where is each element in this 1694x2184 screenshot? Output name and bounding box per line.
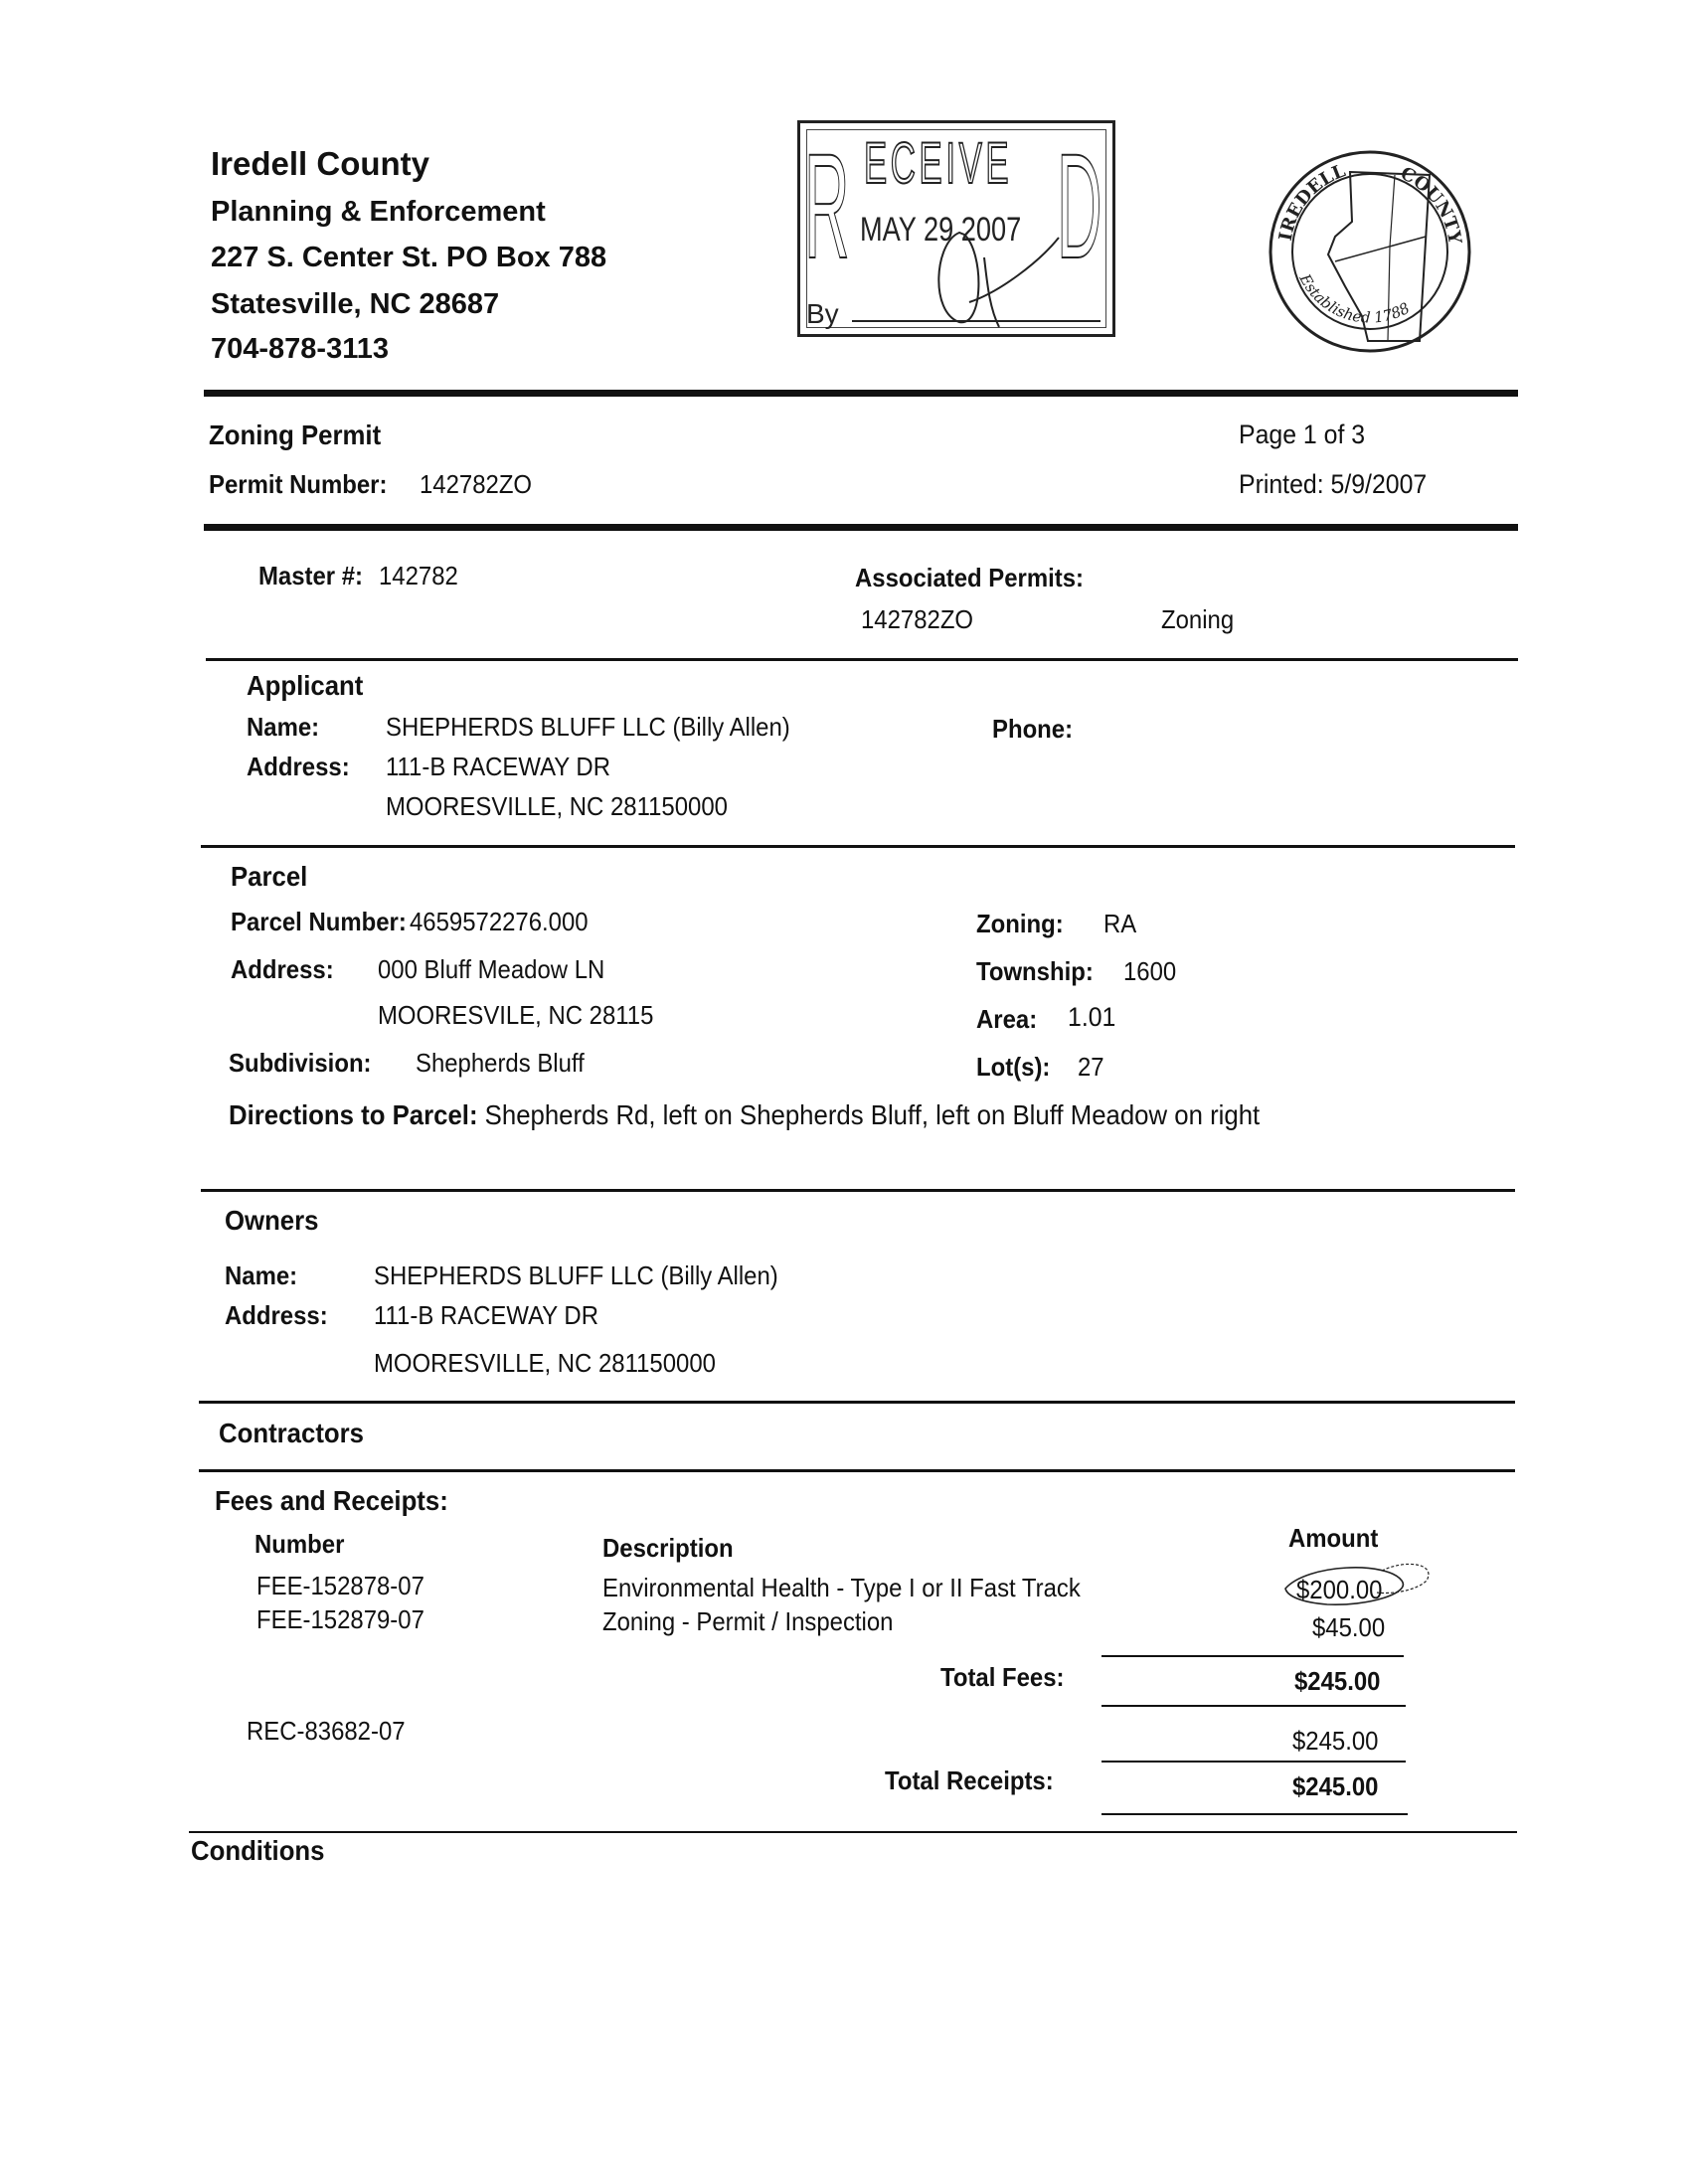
parcel-zoning-label: Zoning: [976,909,1064,938]
associated-permit-number[interactable]: 142782ZO [861,604,974,634]
associated-permits-label: Associated Permits: [855,563,1084,592]
permit-divider [204,524,1518,531]
stamp-by-label: By [806,298,839,329]
applicant-heading: Applicant [247,670,364,701]
county-name: Iredell County [211,145,430,182]
applicant-address-label: Address: [247,752,350,781]
parcel-township: 1600 [1123,956,1177,986]
parcel-directions-row [229,1099,1349,1131]
permit-title: Zoning Permit [209,420,382,450]
department-name: Planning & Enforcement [211,196,546,228]
seal-text-top: IREDELL [1274,160,1349,243]
owners-heading: Owners [225,1205,319,1236]
applicant-address-line1: 111-B RACEWAY DR [386,752,610,781]
received-stamp [797,120,1115,337]
owner-address-line2: MOORESVILLE, NC 281150000 [374,1348,716,1378]
parcel-number: 4659572276.000 [410,907,589,936]
owner-name-label: Name: [225,1260,298,1290]
applicant-phone-label: Phone: [992,714,1074,744]
header-divider [204,390,1518,397]
seal-text-bottom: Established 1788 [1295,270,1413,327]
fee-description: Zoning - Permit / Inspection [602,1606,894,1636]
total-receipts-top-rule [1101,1761,1406,1763]
master-divider [206,658,1518,661]
stamp-letter-right: D [1057,122,1102,289]
fees-col-number: Number [254,1529,345,1559]
contractors-divider [199,1469,1515,1472]
applicant-address-line2: MOORESVILLE, NC 281150000 [386,791,728,821]
parcel-subdivision-label: Subdivision: [229,1048,372,1078]
agency-city: Statesville, NC 28687 [211,288,500,320]
total-fees-bottom-rule [1101,1705,1406,1707]
total-receipts-label: Total Receipts: [885,1765,1054,1795]
parcel-lots: 27 [1078,1052,1104,1082]
parcel-number-label: Parcel Number: [231,907,407,936]
total-receipts-value: $245.00 [1292,1771,1379,1801]
permit-number-label: Permit Number: [209,469,388,499]
parcel-directions-label: Directions to Parcel: [229,1099,478,1130]
fee-description: Environmental Health - Type I or II Fast Track [602,1573,1081,1602]
total-fees-label: Total Fees: [940,1662,1065,1692]
master-row [258,561,465,591]
fee-number: FEE-152879-07 [256,1604,424,1634]
permit-number-row [209,469,542,500]
parcel-area-label: Area: [976,1004,1038,1034]
agency-street: 227 S. Center St. PO Box 788 [211,242,607,273]
applicant-divider [201,845,1515,848]
total-receipts-bottom-rule [1101,1813,1408,1815]
master-label: Master #: [258,561,364,590]
handwritten-circle-mark [1277,1559,1437,1610]
stamp-letters-middle: ECEIVE [864,131,1013,196]
total-fees-value: $245.00 [1294,1666,1381,1696]
fees-heading: Fees and Receipts: [215,1485,448,1516]
parcel-divider [201,1189,1515,1192]
parcel-township-label: Township: [976,956,1094,986]
parcel-area: 1.01 [1068,1002,1116,1032]
stamp-date: MAY 29 2007 [860,211,1022,249]
parcel-address-line1: 000 Bluff Meadow LN [378,954,605,984]
parcel-directions: Shepherds Rd, left on Shepherds Bluff, left on Bluff Meadow on right [484,1099,1261,1130]
agency-phone: 704-878-3113 [211,333,389,365]
fee-amount: $45.00 [1312,1612,1386,1642]
fees-col-amount: Amount [1288,1523,1379,1553]
parcel-heading: Parcel [231,861,308,892]
fees-col-description: Description [602,1533,734,1563]
receipt-amount: $245.00 [1292,1726,1379,1756]
applicant-name: SHEPHERDS BLUFF LLC (Billy Allen) [386,712,790,742]
conditions-heading: Conditions [191,1835,325,1866]
owner-name: SHEPHERDS BLUFF LLC (Billy Allen) [374,1260,778,1290]
parcel-zoning: RA [1103,909,1137,938]
owner-address-label: Address: [225,1300,328,1330]
parcel-address-line2: MOORESVILE, NC 28115 [378,1000,654,1030]
owners-divider [199,1401,1515,1404]
printed-date: Printed: 5/9/2007 [1239,469,1428,499]
total-fees-top-rule [1101,1655,1404,1657]
fee-amount: $200.00 [1296,1575,1383,1604]
fee-number: FEE-152878-07 [256,1571,424,1600]
contractors-heading: Contractors [219,1418,365,1448]
associated-permit-type: Zoning [1161,604,1235,634]
page-indicator: Page 1 of 3 [1239,420,1366,449]
stamp-by-line [852,320,1101,322]
stamp-letter-left: R [804,122,850,289]
master-value: 142782 [379,561,459,590]
fees-divider [189,1831,1517,1833]
parcel-subdivision: Shepherds Bluff [416,1048,585,1078]
applicant-name-label: Name: [247,712,320,742]
receipt-number: REC-83682-07 [247,1716,406,1746]
owner-address-line1: 111-B RACEWAY DR [374,1300,598,1330]
permit-number-value: 142782ZO [420,469,533,499]
seal-text-right: COUNTY [1397,163,1465,246]
parcel-address-label: Address: [231,954,334,984]
county-seal-icon [1251,137,1489,366]
signature-initials [930,223,1069,332]
parcel-lots-label: Lot(s): [976,1052,1051,1082]
